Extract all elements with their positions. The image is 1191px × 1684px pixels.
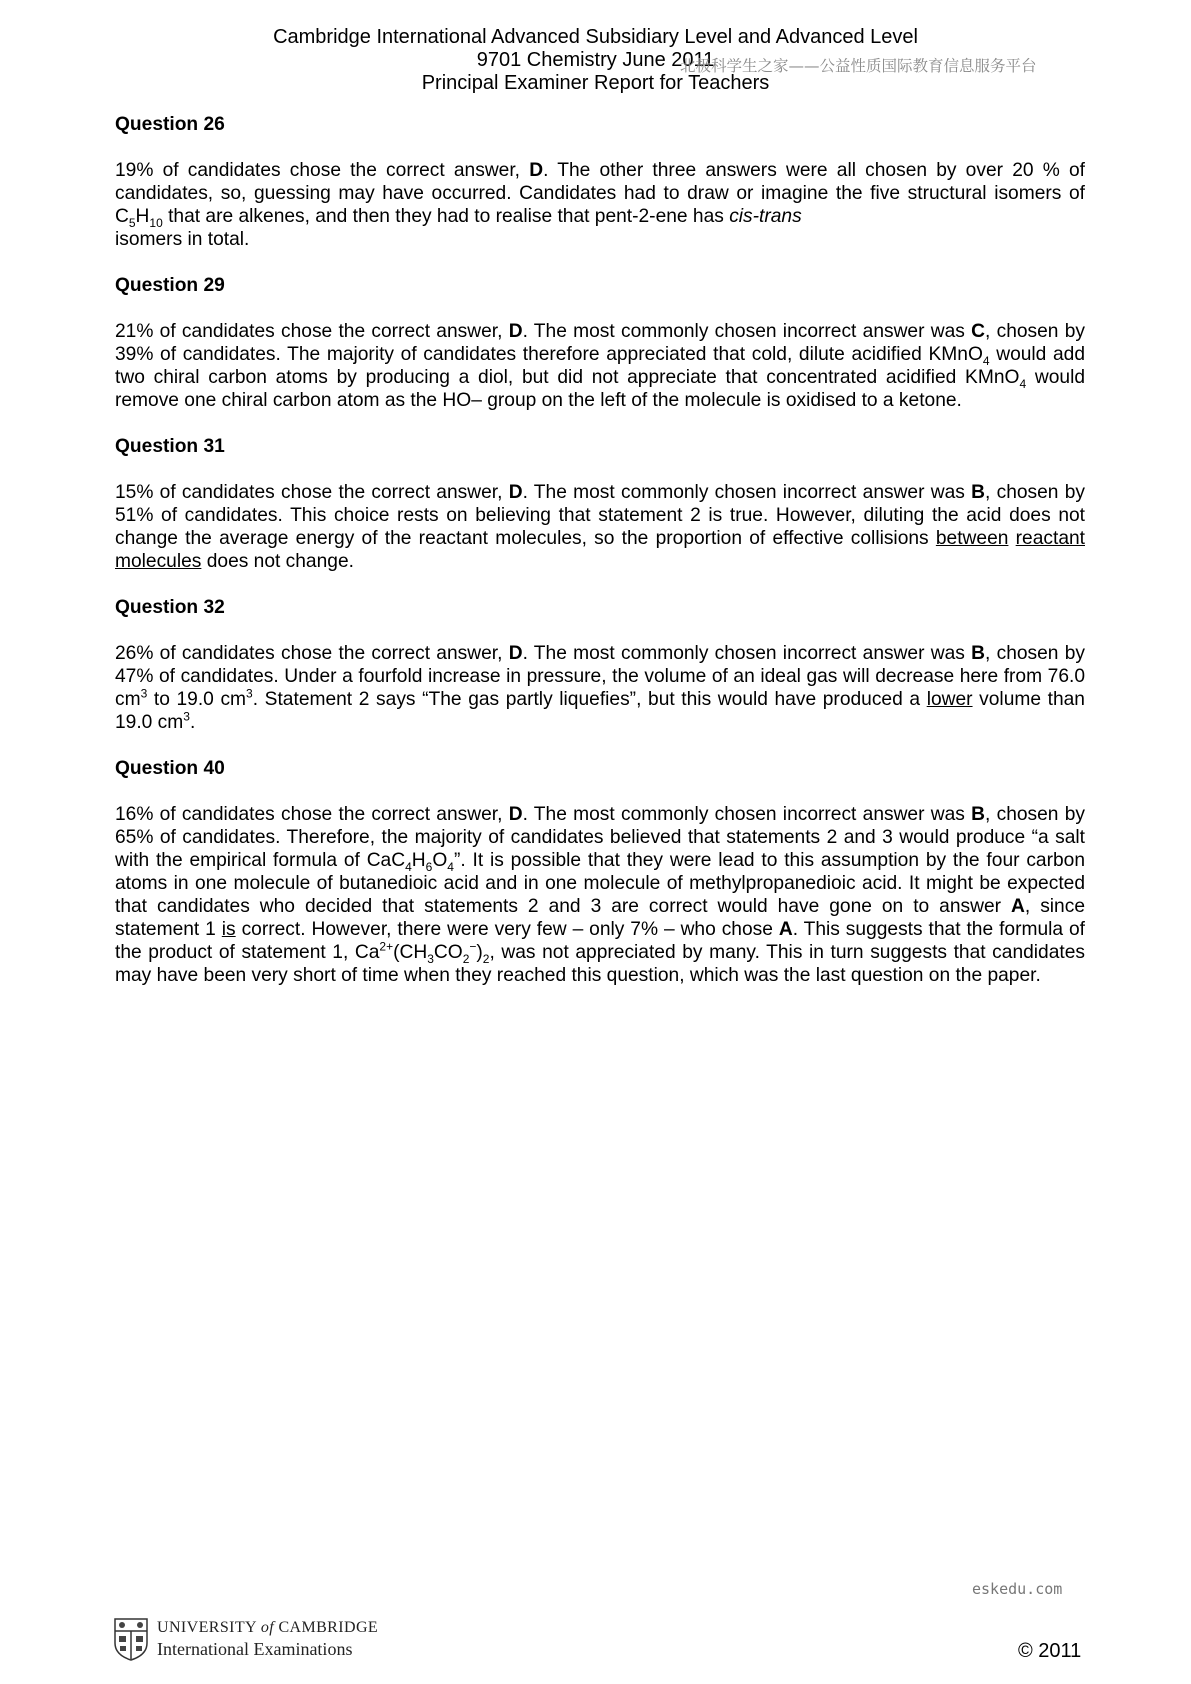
header-watermark: 北极科学生之家——公益性质国际教育信息服务平台 — [680, 57, 1037, 75]
question-26-body: 19% of candidates chose the correct answer, D. The other three answers were all chosen by over 20 % of candidates, so, guessing may have occurred. Candidates had to draw or imagine the five structural isomers of $C_5H_{10}$ that are alkenes, and then they had to realise that pent-2-ene has cis-trans isomers in total. — [115, 160, 1085, 250]
question-32-body: 26% of candidates chose the correct answer, D. The most commonly chosen incorrect answer was B, chosen by 47% of candidates. Under a fourfold increase in pressure, the volume of an ideal gas will decrease here from 76.0 $cm^3$ to 19.0 $cm^3$. Statement 2 says “The gas partly liquefies”, but this would have produced a lower volume than 19.0 $cm^3$. — [115, 643, 1086, 733]
question-31-heading: Question 31 — [115, 436, 225, 457]
cambridge-crest-icon — [113, 1617, 149, 1661]
question-29-heading: Question 29 — [115, 275, 225, 296]
site-watermark: eskedu.com — [972, 1580, 1063, 1598]
logo-examinations: International Examinations — [157, 1639, 353, 1659]
question-40-body: 16% of candidates chose the correct answer, D. The most commonly chosen incorrect answer was B, chosen by 65% of candidates. Therefore, the majority of candidates believed that statements 2 and 3 would produce “a salt with the empirical formula of $CaC_4H_6O_4$”. It is possible that they were lead to this assumption by the four carbon atoms in one molecule of butanedioic acid and in one molecule of methylpropanedioic acid. It might be expected that candidates who decided that statements 2 and 3 are correct would have gone on to answer A, since statement 1 is correct. However, there were very few – only 7% – who chose A. This suggests that the formula of the product of statement 1, $Ca^{2+}(CH_3CO_2^-)_2$, was not appreciated by many. This in turn suggests that candidates may have been very short of time when they reached this question, which was the last question on the paper. — [115, 804, 1086, 986]
question-40-heading: Question 40 — [115, 758, 225, 779]
logo-text — [157, 1618, 378, 1660]
question-29-body: 21% of candidates chose the correct answer, D. The most commonly chosen incorrect answer was C, chosen by 39% of candidates. The majority of candidates therefore appreciated that cold, dilute acidified KMnO$_4$ would add two chiral carbon atoms by producing a diol, but did not appreciate that concentrated acidified KMnO$_4$ would remove one chiral carbon atom as the HO– group on the left of the molecule is oxidised to a ketone. — [115, 321, 1086, 411]
report-content — [115, 113, 1085, 1010]
copyright: © 2011 — [1018, 1640, 1082, 1662]
header-subject: 9701 Chemistry June 2011 — [476, 49, 715, 71]
header-report-title: Principal Examiner Report for Teachers — [421, 72, 770, 94]
cambridge-logo — [113, 1617, 378, 1661]
question-32-heading: Question 32 — [115, 597, 225, 618]
logo-university: UNIVERSITY of CAMBRIDGE — [157, 1619, 379, 1636]
question-31-body: 15% of candidates chose the correct answer, D. The most commonly chosen incorrect answer was B, chosen by 51% of candidates. This choice rests on believing that statement 2 is true. However, diluting the acid does not change the average energy of the reactant molecules, so the proportion of effective collisions between reactant molecules does not change. — [115, 482, 1086, 572]
question-26-heading: Question 26 — [115, 114, 225, 135]
header-title: Cambridge International Advanced Subsidiary Level and Advanced Level — [273, 26, 918, 48]
